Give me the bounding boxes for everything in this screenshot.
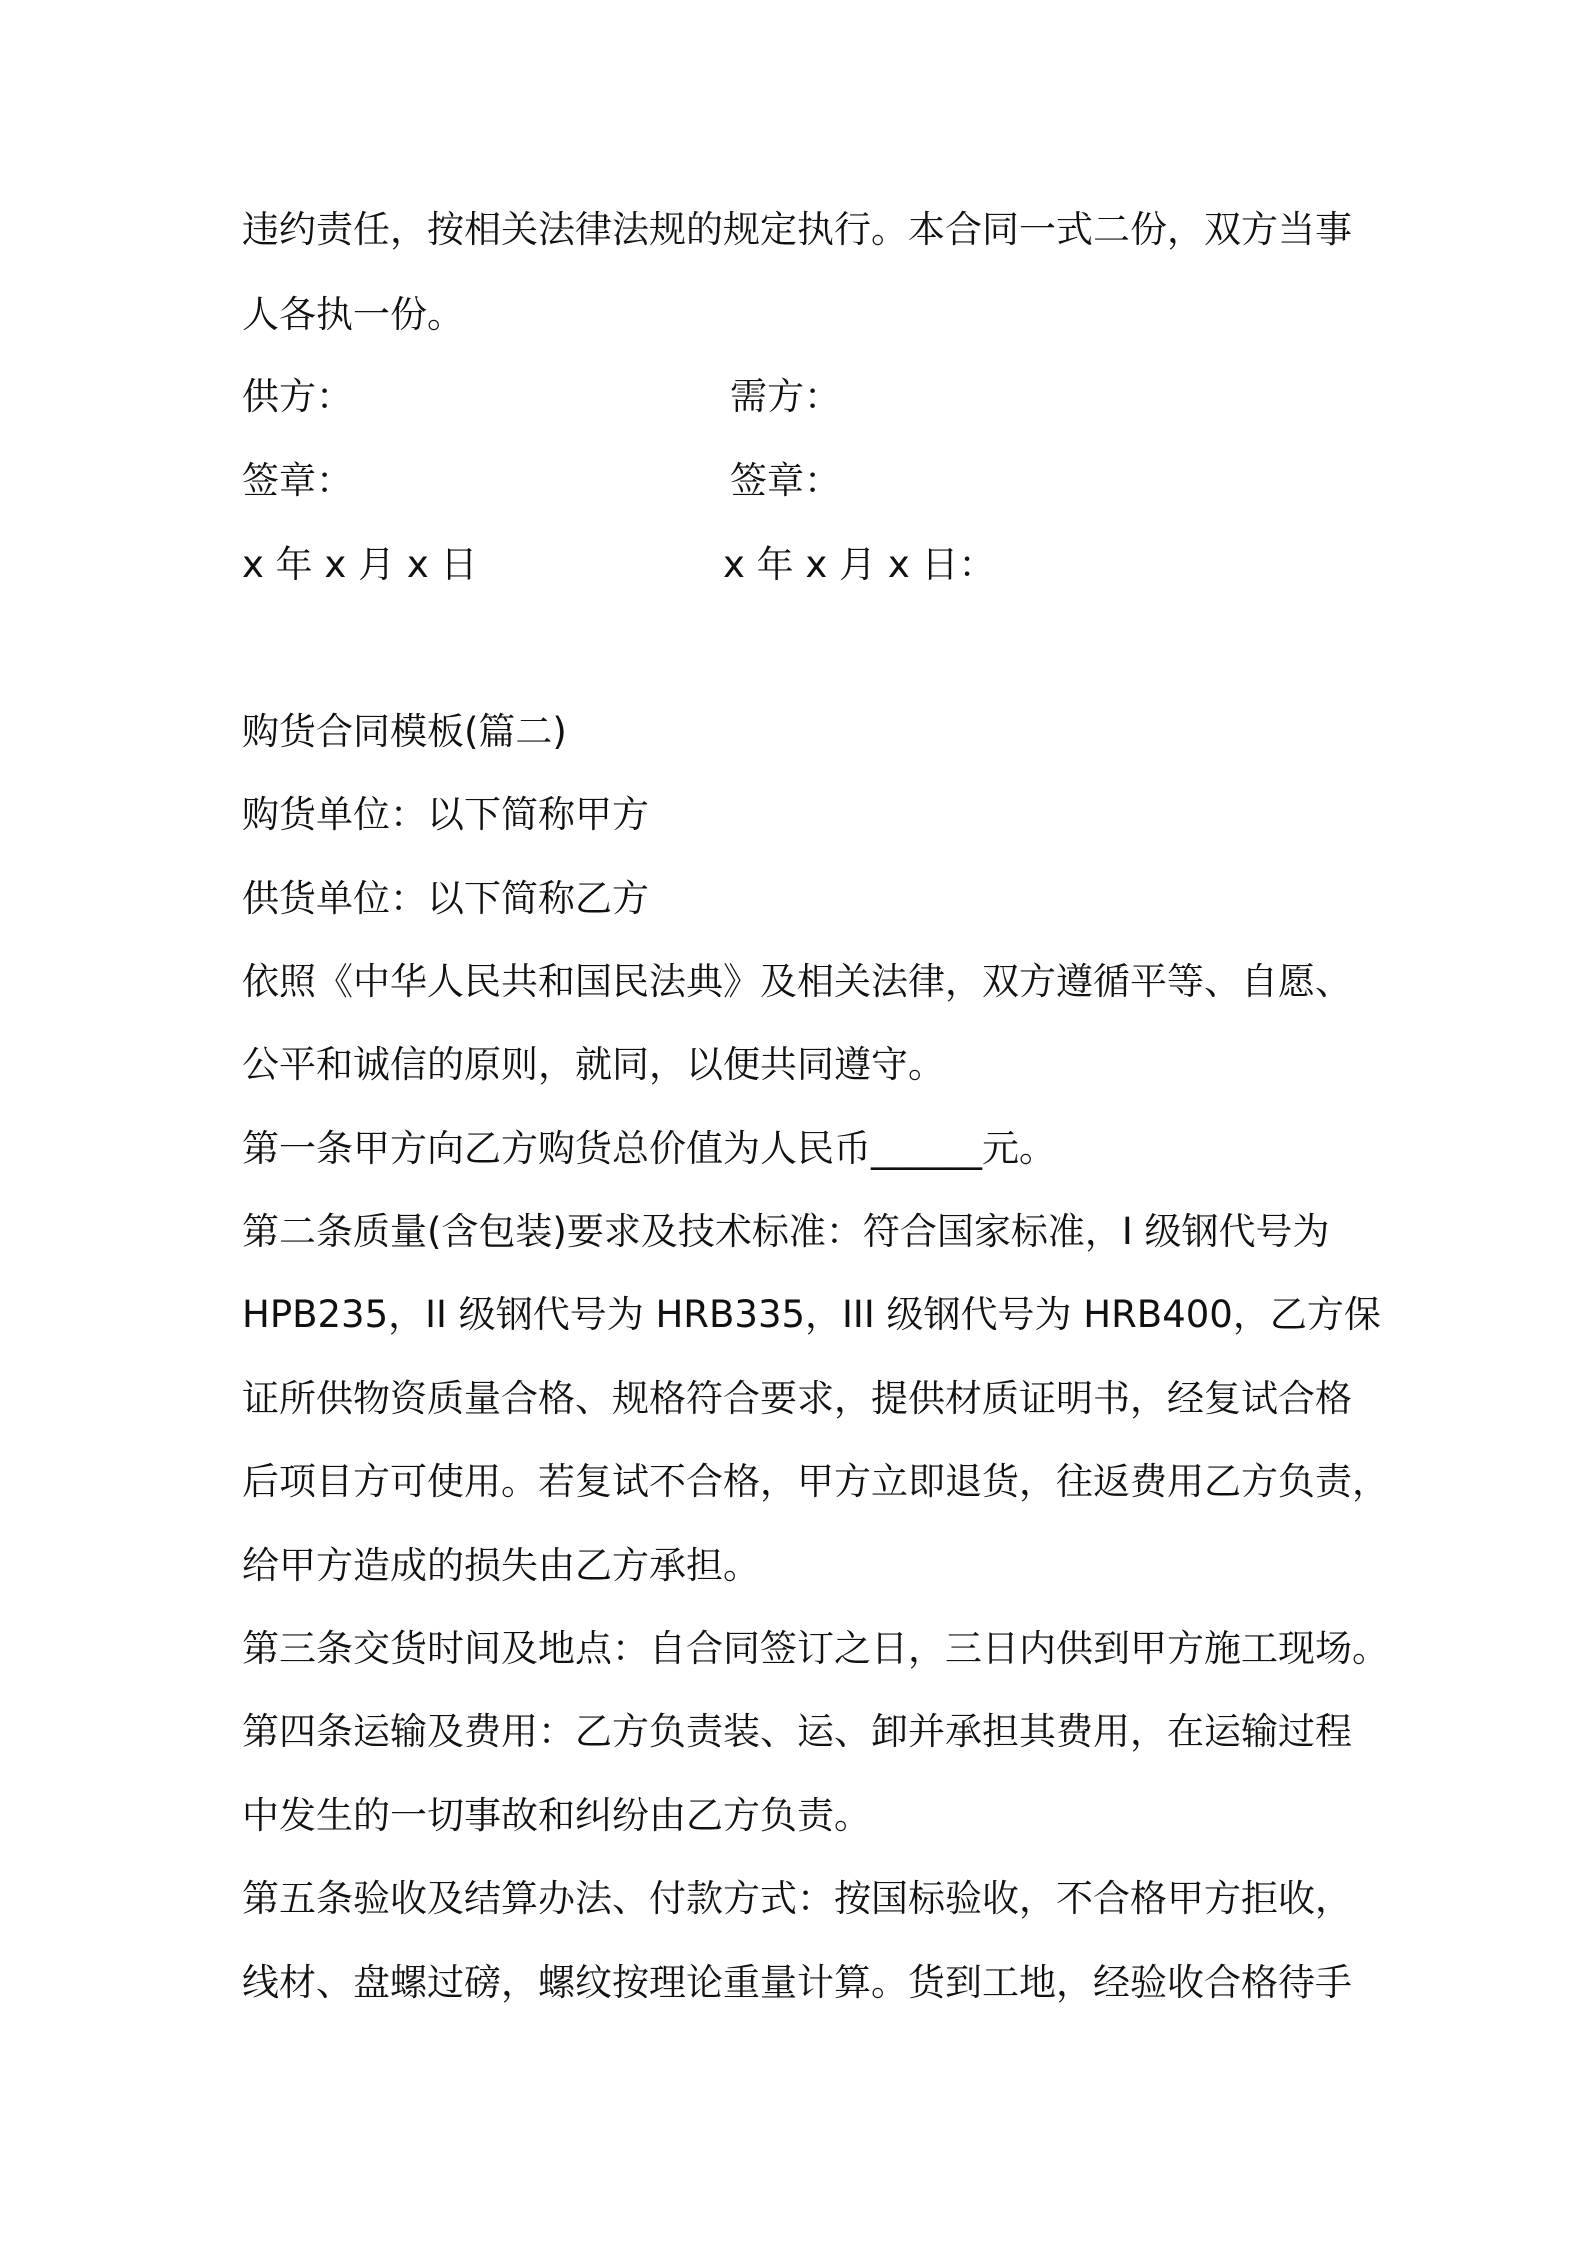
- supplier-unit: 供货单位：以下简称乙方: [242, 877, 649, 920]
- supplier-label: 供方：: [242, 375, 353, 418]
- buyer-unit: 购货单位：以下简称甲方: [242, 793, 649, 836]
- supplier-date: x 年 x 月 x 日: [242, 543, 478, 586]
- article-2-line-4: 后项目方可使用。若复试不合格，甲方立即退货，往返费用乙方负责，: [242, 1460, 1389, 1503]
- article-1: 第一条甲方向乙方购货总价值为人民币______元。: [242, 1127, 1056, 1170]
- article-3: 第三条交货时间及地点：自合同签订之日，三日内供到甲方施工现场。: [242, 1627, 1389, 1670]
- article-2-line-3: 证所供物资质量合格、规格符合要求，提供材质证明书，经复试合格: [242, 1377, 1352, 1420]
- article-2-line-2: HPB235，II 级钢代号为 HRB335，III 级钢代号为 HRB400，乙方保: [242, 1293, 1381, 1336]
- preamble-line-1: 依照《中华人民共和国民法典》及相关法律，双方遵循平等、自愿、: [242, 960, 1352, 1003]
- contract-title: 购货合同模板(篇二): [242, 710, 567, 753]
- article-5-line-1: 第五条验收及结算办法、付款方式：按国标验收，不合格甲方拒收，: [242, 1877, 1352, 1920]
- buyer-date: x 年 x 月 x 日：: [723, 543, 996, 586]
- preamble-line-2: 公平和诚信的原则，就同，以便共同遵守。: [242, 1043, 945, 1086]
- supplier-seal: 签章：: [242, 459, 353, 502]
- continuation-line-1: 违约责任，按相关法律法规的规定执行。本合同一式二份，双方当事: [242, 208, 1352, 251]
- continuation-line-2: 人各执一份。: [242, 293, 464, 336]
- article-4-line-2: 中发生的一切事故和纠纷由乙方负责。: [242, 1794, 871, 1837]
- article-2-line-1: 第二条质量(含包装)要求及技术标准：符合国家标准，I 级钢代号为: [242, 1210, 1330, 1253]
- article-2-line-5: 给甲方造成的损失由乙方承担。: [242, 1544, 760, 1587]
- buyer-label: 需方：: [730, 375, 841, 418]
- article-5-line-2: 线材、盘螺过磅，螺纹按理论重量计算。货到工地，经验收合格待手: [242, 1961, 1352, 2004]
- buyer-seal: 签章：: [730, 459, 841, 502]
- article-4-line-1: 第四条运输及费用：乙方负责装、运、卸并承担其费用，在运输过程: [242, 1710, 1352, 1753]
